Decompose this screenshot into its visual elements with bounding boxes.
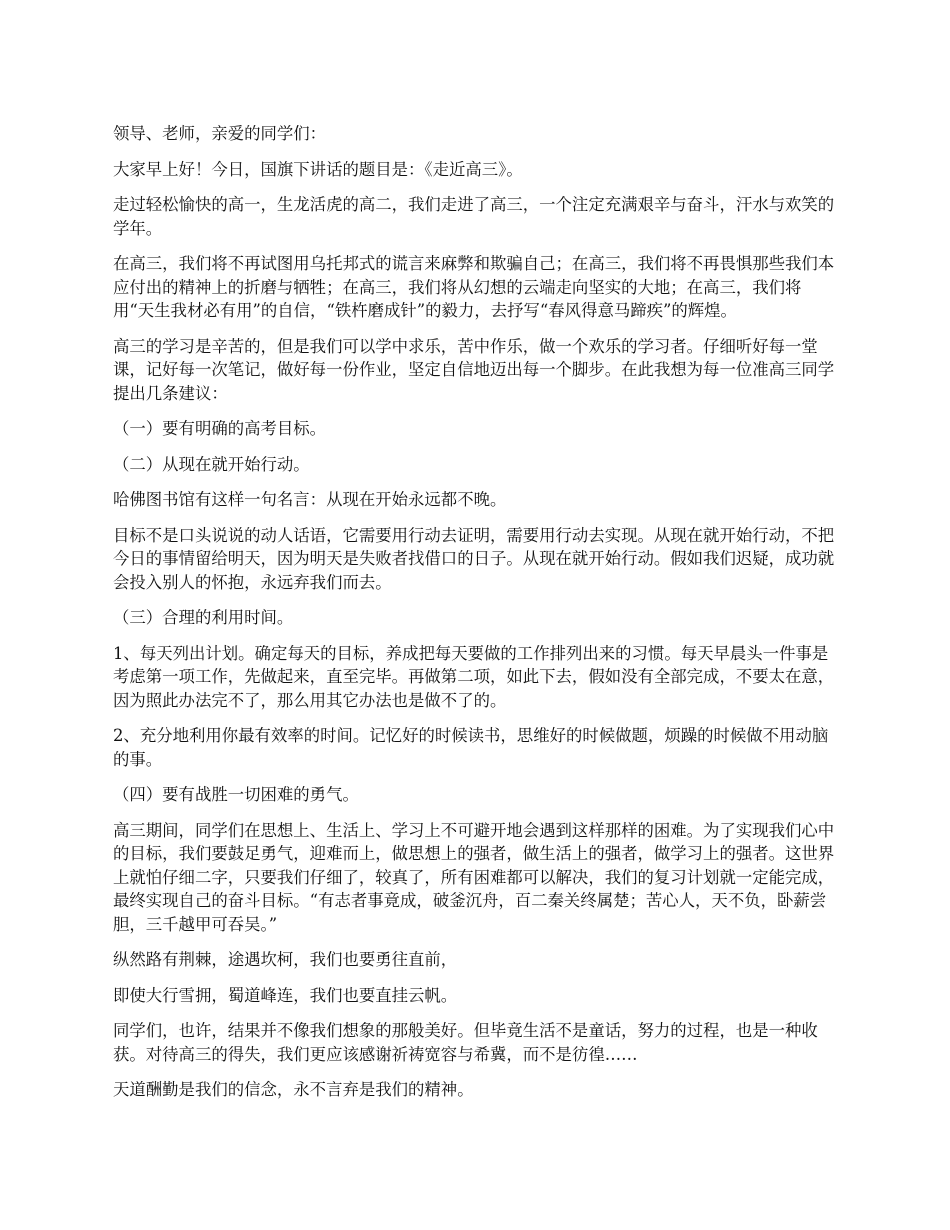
paragraph-salutation: 领导、老师，亲爱的同学们： (113, 124, 327, 143)
paragraph: 高三期间，同学们在思想上、生活上、学习上不可避开地会遇到这样那样的困难。为了实现我们心中的目标，我们要鼓足勇气，迎难而上，做思想上的强者，做生活上的强者，做学习上的强者。这世界上就怕仔细二字，只要我们仔细了，较真了，所有困难都可以解决，我们的复习计划就一定能完成，最终实现自己的奋斗目标。“有志者事竟成，破釜沉舟，百二秦关终属楚；苦心人，天不负，卧薪尝胆，三千越甲可吞吴。” (113, 820, 835, 934)
paragraph: 即使大行雪拥，蜀道峰连，我们也要直挂云帆。 (113, 985, 458, 1005)
paragraph: 在高三，我们将不再试图用乌托邦式的谎言来麻弊和欺骗自己；在高三，我们将不再畏惧那些我们本应付出的精神上的折磨与牺牲；在高三，我们将从幻想的云端走向坚实的大地；在高三，我们将用“天生我材必有用”的自信，“铁杵磨成针”的毅力，去抒写“春风得意马蹄疾”的辉煌。 (113, 254, 835, 320)
paragraph-closing: 天道酬勤是我们的信念，永不言弃是我们的精神。 (113, 1080, 474, 1099)
paragraph: 目标不是口头说说的动人话语，它需要用行动去证明，需要用行动去实现。从现在就开始行动，不把今日的事情留给明天，因为明天是失败者找借口的日子。从现在就开始行动。假如我们迟疑，成功就会投入别人的怀抱，永远弃我们而去。 (113, 525, 835, 592)
list-item: 1、每天列出计划。确定每天的目标，养成把每天要做的工作排列出来的习惯。每天早晨头一件事是考虑第一项工作，先做起来，直至完毕。再做第二项，如此下去，假如没有全部完成，不要太在意，因为照此办法完不了，那么用其它办法也是做不了的。 (113, 643, 835, 710)
section-heading: （二）从现在就开始行动。 (113, 454, 310, 474)
paragraph: 哈佛图书馆有这样一句名言：从现在开始永远都不晚。 (113, 490, 507, 509)
paragraph: 走过轻松愉快的高一，生龙活虎的高二，我们走进了高三，一个注定充满艰辛与奋斗，汗水与欢笑的学年。 (113, 195, 835, 238)
section-heading: （一）要有明确的高考目标。 (113, 419, 327, 438)
list-item: 2、充分地利用你最有效率的时间。记忆好的时候读书，思维好的时候做题，烦躁的时候做不用动脑的事。 (113, 726, 829, 769)
paragraph-greeting: 大家早上好！今日，国旗下讲话的题目是：《走近高三》。 (113, 159, 523, 179)
paragraph: 高三的学习是辛苦的，但是我们可以学中求乐，苦中作乐，做一个欢乐的学习者。仔细听好每一堂课，记好每一次笔记，做好每一份作业，坚定自信地迈出每一个脚步。在此我想为每一位准高三同学提出几条建议： (113, 336, 835, 403)
paragraph: 同学们，也许，结果并不像我们想象的那般美好。但毕竟生活不是童话，努力的过程，也是一种收获。对待高三的得失，我们更应该感谢祈祷宽容与希冀，而不是彷徨…… (113, 1021, 818, 1064)
document-body (113, 122, 840, 1102)
paragraph: 纵然路有荆棘，途遇坎柯，我们也要勇往直前， (113, 950, 458, 969)
section-heading: （四）要有战胜一切困难的勇气。 (113, 785, 359, 804)
section-heading: （三）合理的利用时间。 (113, 608, 294, 627)
